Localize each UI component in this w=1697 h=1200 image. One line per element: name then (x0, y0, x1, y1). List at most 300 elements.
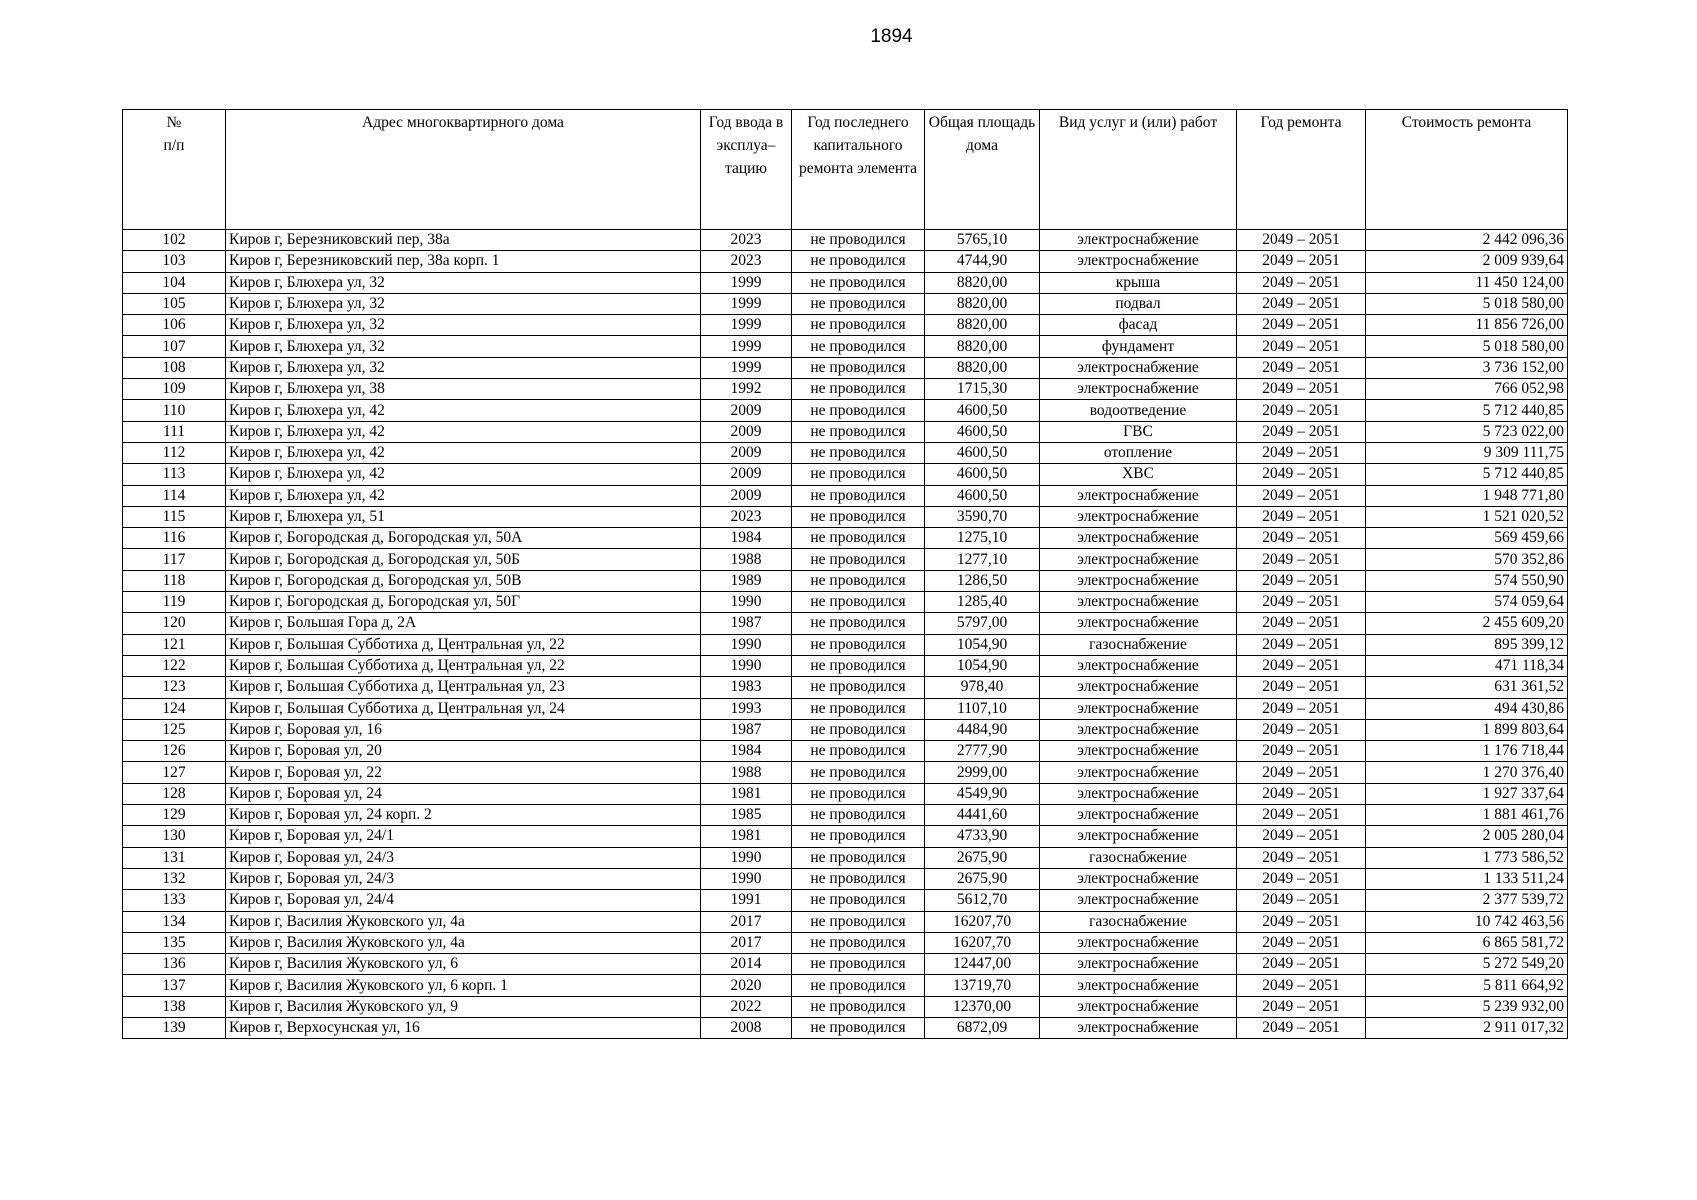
cell-num: 133 (123, 890, 226, 911)
cell-work-type: электроснабжение (1040, 251, 1237, 272)
table-row (123, 975, 1568, 996)
cell-last-repair: не проводился (792, 868, 925, 889)
cell-last-repair: не проводился (792, 230, 925, 251)
cell-last-repair: не проводился (792, 464, 925, 485)
cell-work-type: электроснабжение (1040, 528, 1237, 549)
cell-year-commissioned: 1990 (701, 655, 792, 676)
cell-num: 135 (123, 932, 226, 953)
cell-last-repair: не проводился (792, 954, 925, 975)
cell-num: 106 (123, 315, 226, 336)
table-row (123, 805, 1568, 826)
cell-repair-period: 2049 – 2051 (1237, 315, 1366, 336)
cell-last-repair: не проводился (792, 379, 925, 400)
cell-work-type: электроснабжение (1040, 485, 1237, 506)
cell-cost: 2 911 017,32 (1366, 1017, 1568, 1038)
cell-repair-period: 2049 – 2051 (1237, 911, 1366, 932)
cell-year-commissioned: 2017 (701, 911, 792, 932)
cell-work-type: электроснабжение (1040, 719, 1237, 740)
table-row (123, 315, 1568, 336)
cell-last-repair: не проводился (792, 890, 925, 911)
cell-repair-period: 2049 – 2051 (1237, 847, 1366, 868)
cell-cost: 895 399,12 (1366, 634, 1568, 655)
table-row (123, 996, 1568, 1017)
table-row (123, 613, 1568, 634)
cell-last-repair: не проводился (792, 357, 925, 378)
header-cost: Стоимость ремонта (1366, 110, 1568, 230)
cell-cost: 471 118,34 (1366, 655, 1568, 676)
cell-address: Киров г, Большая Субботиха д, Центральная ул, 22 (226, 655, 701, 676)
cell-repair-period: 2049 – 2051 (1237, 826, 1366, 847)
cell-num: 121 (123, 634, 226, 655)
cell-work-type: электроснабжение (1040, 783, 1237, 804)
table-row (123, 357, 1568, 378)
cell-area: 12447,00 (925, 954, 1040, 975)
cell-num: 111 (123, 421, 226, 442)
table-row (123, 868, 1568, 889)
cell-address: Киров г, Большая Субботиха д, Центральная ул, 22 (226, 634, 701, 655)
cell-year-commissioned: 1990 (701, 868, 792, 889)
cell-year-commissioned: 1991 (701, 890, 792, 911)
table-row (123, 719, 1568, 740)
cell-num: 120 (123, 613, 226, 634)
cell-year-commissioned: 2023 (701, 230, 792, 251)
table-row (123, 272, 1568, 293)
cell-last-repair: не проводился (792, 975, 925, 996)
cell-address: Киров г, Боровая ул, 16 (226, 719, 701, 740)
table-row (123, 379, 1568, 400)
table-row (123, 251, 1568, 272)
cell-last-repair: не проводился (792, 741, 925, 762)
cell-last-repair: не проводился (792, 613, 925, 634)
cell-cost: 11 450 124,00 (1366, 272, 1568, 293)
cell-work-type: электроснабжение (1040, 230, 1237, 251)
cell-year-commissioned: 1988 (701, 549, 792, 570)
cell-address: Киров г, Василия Жуковского ул, 4а (226, 932, 701, 953)
cell-year-commissioned: 2020 (701, 975, 792, 996)
cell-area: 2675,90 (925, 868, 1040, 889)
cell-repair-period: 2049 – 2051 (1237, 230, 1366, 251)
cell-repair-period: 2049 – 2051 (1237, 677, 1366, 698)
cell-repair-period: 2049 – 2051 (1237, 442, 1366, 463)
cell-year-commissioned: 2008 (701, 1017, 792, 1038)
header-num: № п/п (123, 110, 226, 230)
cell-work-type: крыша (1040, 272, 1237, 293)
cell-area: 1715,30 (925, 379, 1040, 400)
cell-cost: 9 309 111,75 (1366, 442, 1568, 463)
cell-year-commissioned: 1987 (701, 613, 792, 634)
cell-work-type: электроснабжение (1040, 570, 1237, 591)
cell-cost: 5 239 932,00 (1366, 996, 1568, 1017)
cell-cost: 5 018 580,00 (1366, 336, 1568, 357)
cell-address: Киров г, Большая Гора д, 2А (226, 613, 701, 634)
cell-address: Киров г, Березниковский пер, 38а корп. 1 (226, 251, 701, 272)
cell-cost: 1 521 020,52 (1366, 506, 1568, 527)
table-row (123, 400, 1568, 421)
cell-last-repair: не проводился (792, 911, 925, 932)
table-row (123, 528, 1568, 549)
cell-num: 114 (123, 485, 226, 506)
cell-year-commissioned: 1981 (701, 826, 792, 847)
cell-repair-period: 2049 – 2051 (1237, 549, 1366, 570)
cell-year-commissioned: 1987 (701, 719, 792, 740)
cell-area: 978,40 (925, 677, 1040, 698)
cell-cost: 5 272 549,20 (1366, 954, 1568, 975)
cell-num: 124 (123, 698, 226, 719)
cell-cost: 494 430,86 (1366, 698, 1568, 719)
cell-cost: 570 352,86 (1366, 549, 1568, 570)
cell-last-repair: не проводился (792, 996, 925, 1017)
cell-cost: 6 865 581,72 (1366, 932, 1568, 953)
cell-last-repair: не проводился (792, 677, 925, 698)
cell-cost: 766 052,98 (1366, 379, 1568, 400)
table-row (123, 464, 1568, 485)
cell-year-commissioned: 1988 (701, 762, 792, 783)
cell-repair-period: 2049 – 2051 (1237, 357, 1366, 378)
cell-work-type: ХВС (1040, 464, 1237, 485)
cell-work-type: электроснабжение (1040, 549, 1237, 570)
cell-cost: 10 742 463,56 (1366, 911, 1568, 932)
table-body (123, 230, 1568, 1039)
cell-address: Киров г, Верхосунская ул, 16 (226, 1017, 701, 1038)
cell-work-type: фасад (1040, 315, 1237, 336)
cell-cost: 569 459,66 (1366, 528, 1568, 549)
cell-area: 4600,50 (925, 400, 1040, 421)
cell-repair-period: 2049 – 2051 (1237, 506, 1366, 527)
cell-address: Киров г, Блюхера ул, 32 (226, 272, 701, 293)
cell-last-repair: не проводился (792, 1017, 925, 1038)
cell-last-repair: не проводился (792, 549, 925, 570)
cell-num: 126 (123, 741, 226, 762)
table-row (123, 421, 1568, 442)
cell-repair-period: 2049 – 2051 (1237, 272, 1366, 293)
cell-repair-period: 2049 – 2051 (1237, 1017, 1366, 1038)
cell-address: Киров г, Василия Жуковского ул, 9 (226, 996, 701, 1017)
cell-year-commissioned: 1989 (701, 570, 792, 591)
header-row (123, 110, 1568, 230)
cell-area: 5612,70 (925, 890, 1040, 911)
cell-area: 1054,90 (925, 655, 1040, 676)
cell-num: 122 (123, 655, 226, 676)
cell-area: 8820,00 (925, 272, 1040, 293)
cell-cost: 2 009 939,64 (1366, 251, 1568, 272)
cell-year-commissioned: 1999 (701, 293, 792, 314)
cell-area: 2675,90 (925, 847, 1040, 868)
header-repair-period: Год ремонта (1237, 110, 1366, 230)
cell-area: 13719,70 (925, 975, 1040, 996)
table-row (123, 890, 1568, 911)
cell-num: 110 (123, 400, 226, 421)
table-header (123, 110, 1568, 230)
cell-repair-period: 2049 – 2051 (1237, 932, 1366, 953)
cell-area: 12370,00 (925, 996, 1040, 1017)
cell-year-commissioned: 2023 (701, 251, 792, 272)
cell-cost: 11 856 726,00 (1366, 315, 1568, 336)
cell-address: Киров г, Боровая ул, 24/3 (226, 847, 701, 868)
cell-work-type: электроснабжение (1040, 762, 1237, 783)
cell-repair-period: 2049 – 2051 (1237, 421, 1366, 442)
cell-work-type: электроснабжение (1040, 506, 1237, 527)
table-row (123, 549, 1568, 570)
cell-area: 16207,70 (925, 911, 1040, 932)
cell-area: 4600,50 (925, 485, 1040, 506)
table-row (123, 847, 1568, 868)
cell-num: 136 (123, 954, 226, 975)
cell-num: 109 (123, 379, 226, 400)
cell-area: 1275,10 (925, 528, 1040, 549)
cell-area: 4600,50 (925, 442, 1040, 463)
cell-cost: 574 550,90 (1366, 570, 1568, 591)
cell-repair-period: 2049 – 2051 (1237, 954, 1366, 975)
cell-repair-period: 2049 – 2051 (1237, 528, 1366, 549)
cell-area: 2777,90 (925, 741, 1040, 762)
cell-area: 8820,00 (925, 293, 1040, 314)
cell-repair-period: 2049 – 2051 (1237, 251, 1366, 272)
table-row (123, 762, 1568, 783)
cell-address: Киров г, Василия Жуковского ул, 6 корп. 1 (226, 975, 701, 996)
cell-area: 4600,50 (925, 421, 1040, 442)
cell-num: 105 (123, 293, 226, 314)
table-row (123, 741, 1568, 762)
cell-address: Киров г, Блюхера ул, 32 (226, 336, 701, 357)
cell-num: 131 (123, 847, 226, 868)
table-row (123, 698, 1568, 719)
cell-area: 8820,00 (925, 336, 1040, 357)
cell-num: 108 (123, 357, 226, 378)
cell-year-commissioned: 1999 (701, 357, 792, 378)
cell-num: 128 (123, 783, 226, 804)
cell-cost: 1 927 337,64 (1366, 783, 1568, 804)
cell-last-repair: не проводился (792, 826, 925, 847)
cell-year-commissioned: 1990 (701, 592, 792, 613)
header-last-repair: Год последнего капитального ремонта элемента (792, 110, 925, 230)
cell-address: Киров г, Василия Жуковского ул, 4а (226, 911, 701, 932)
cell-area: 16207,70 (925, 932, 1040, 953)
cell-work-type: электроснабжение (1040, 698, 1237, 719)
cell-num: 132 (123, 868, 226, 889)
cell-area: 1286,50 (925, 570, 1040, 591)
cell-work-type: электроснабжение (1040, 379, 1237, 400)
cell-area: 8820,00 (925, 315, 1040, 336)
cell-repair-period: 2049 – 2051 (1237, 698, 1366, 719)
cell-address: Киров г, Боровая ул, 20 (226, 741, 701, 762)
cell-cost: 5 811 664,92 (1366, 975, 1568, 996)
cell-area: 2999,00 (925, 762, 1040, 783)
table-row (123, 293, 1568, 314)
cell-year-commissioned: 1984 (701, 741, 792, 762)
cell-work-type: электроснабжение (1040, 932, 1237, 953)
cell-last-repair: не проводился (792, 400, 925, 421)
cell-last-repair: не проводился (792, 805, 925, 826)
cell-last-repair: не проводился (792, 762, 925, 783)
cell-repair-period: 2049 – 2051 (1237, 634, 1366, 655)
cell-work-type: ГВС (1040, 421, 1237, 442)
cell-area: 4441,60 (925, 805, 1040, 826)
cell-last-repair: не проводился (792, 932, 925, 953)
cell-repair-period: 2049 – 2051 (1237, 570, 1366, 591)
cell-year-commissioned: 2014 (701, 954, 792, 975)
cell-address: Киров г, Боровая ул, 24/4 (226, 890, 701, 911)
cell-work-type: газоснабжение (1040, 634, 1237, 655)
cell-last-repair: не проводился (792, 783, 925, 804)
table-row (123, 1017, 1568, 1038)
cell-num: 102 (123, 230, 226, 251)
cell-cost: 5 018 580,00 (1366, 293, 1568, 314)
table-row (123, 954, 1568, 975)
cell-cost: 1 270 376,40 (1366, 762, 1568, 783)
cell-work-type: подвал (1040, 293, 1237, 314)
table-row (123, 442, 1568, 463)
cell-repair-period: 2049 – 2051 (1237, 783, 1366, 804)
cell-repair-period: 2049 – 2051 (1237, 975, 1366, 996)
cell-last-repair: не проводился (792, 847, 925, 868)
cell-work-type: отопление (1040, 442, 1237, 463)
cell-last-repair: не проводился (792, 592, 925, 613)
repair-schedule-table (122, 109, 1568, 1039)
cell-work-type: электроснабжение (1040, 996, 1237, 1017)
cell-address: Киров г, Блюхера ул, 32 (226, 315, 701, 336)
cell-num: 123 (123, 677, 226, 698)
cell-repair-period: 2049 – 2051 (1237, 719, 1366, 740)
cell-work-type: водоотведение (1040, 400, 1237, 421)
cell-work-type: электроснабжение (1040, 677, 1237, 698)
cell-last-repair: не проводился (792, 719, 925, 740)
cell-year-commissioned: 1990 (701, 634, 792, 655)
cell-work-type: электроснабжение (1040, 890, 1237, 911)
cell-area: 1107,10 (925, 698, 1040, 719)
cell-last-repair: не проводился (792, 442, 925, 463)
cell-num: 104 (123, 272, 226, 293)
cell-year-commissioned: 1999 (701, 315, 792, 336)
cell-year-commissioned: 1999 (701, 336, 792, 357)
cell-num: 130 (123, 826, 226, 847)
cell-year-commissioned: 2009 (701, 464, 792, 485)
cell-work-type: электроснабжение (1040, 805, 1237, 826)
header-work-type: Вид услуг и (или) работ (1040, 110, 1237, 230)
cell-last-repair: не проводился (792, 570, 925, 591)
cell-address: Киров г, Блюхера ул, 42 (226, 400, 701, 421)
cell-work-type: электроснабжение (1040, 954, 1237, 975)
cell-year-commissioned: 1984 (701, 528, 792, 549)
cell-area: 4733,90 (925, 826, 1040, 847)
table-row (123, 826, 1568, 847)
cell-cost: 574 059,64 (1366, 592, 1568, 613)
cell-address: Киров г, Березниковский пер, 38а (226, 230, 701, 251)
cell-cost: 5 712 440,85 (1366, 464, 1568, 485)
cell-address: Киров г, Богородская д, Богородская ул, 50А (226, 528, 701, 549)
table-row (123, 677, 1568, 698)
cell-address: Киров г, Боровая ул, 24/3 (226, 868, 701, 889)
page-number: 1894 (870, 26, 913, 47)
cell-num: 115 (123, 506, 226, 527)
header-area: Общая площадь дома (925, 110, 1040, 230)
cell-cost: 2 442 096,36 (1366, 230, 1568, 251)
cell-repair-period: 2049 – 2051 (1237, 485, 1366, 506)
table-row (123, 336, 1568, 357)
cell-address: Киров г, Богородская д, Богородская ул, 50В (226, 570, 701, 591)
table-row (123, 592, 1568, 613)
cell-address: Киров г, Блюхера ул, 42 (226, 464, 701, 485)
cell-work-type: электроснабжение (1040, 826, 1237, 847)
table-row (123, 570, 1568, 591)
cell-last-repair: не проводился (792, 698, 925, 719)
cell-area: 8820,00 (925, 357, 1040, 378)
cell-num: 129 (123, 805, 226, 826)
cell-cost: 1 881 461,76 (1366, 805, 1568, 826)
cell-address: Киров г, Василия Жуковского ул, 6 (226, 954, 701, 975)
cell-cost: 3 736 152,00 (1366, 357, 1568, 378)
cell-num: 139 (123, 1017, 226, 1038)
cell-repair-period: 2049 – 2051 (1237, 890, 1366, 911)
cell-repair-period: 2049 – 2051 (1237, 868, 1366, 889)
table-row (123, 655, 1568, 676)
table-row (123, 506, 1568, 527)
cell-address: Киров г, Блюхера ул, 32 (226, 357, 701, 378)
cell-work-type: электроснабжение (1040, 1017, 1237, 1038)
cell-address: Киров г, Блюхера ул, 42 (226, 442, 701, 463)
cell-address: Киров г, Блюхера ул, 38 (226, 379, 701, 400)
cell-area: 4484,90 (925, 719, 1040, 740)
table-row (123, 634, 1568, 655)
table-row (123, 932, 1568, 953)
cell-num: 127 (123, 762, 226, 783)
cell-last-repair: не проводился (792, 336, 925, 357)
cell-year-commissioned: 2022 (701, 996, 792, 1017)
cell-num: 134 (123, 911, 226, 932)
cell-year-commissioned: 1993 (701, 698, 792, 719)
cell-year-commissioned: 2009 (701, 400, 792, 421)
cell-work-type: электроснабжение (1040, 613, 1237, 634)
cell-year-commissioned: 2023 (701, 506, 792, 527)
cell-work-type: электроснабжение (1040, 592, 1237, 613)
cell-last-repair: не проводился (792, 421, 925, 442)
cell-area: 4744,90 (925, 251, 1040, 272)
cell-area: 5765,10 (925, 230, 1040, 251)
cell-area: 4600,50 (925, 464, 1040, 485)
cell-address: Киров г, Богородская д, Богородская ул, 50Г (226, 592, 701, 613)
cell-address: Киров г, Богородская д, Богородская ул, 50Б (226, 549, 701, 570)
cell-area: 1054,90 (925, 634, 1040, 655)
cell-num: 117 (123, 549, 226, 570)
cell-last-repair: не проводился (792, 485, 925, 506)
cell-repair-period: 2049 – 2051 (1237, 336, 1366, 357)
cell-work-type: электроснабжение (1040, 655, 1237, 676)
cell-address: Киров г, Блюхера ул, 51 (226, 506, 701, 527)
cell-address: Киров г, Боровая ул, 22 (226, 762, 701, 783)
cell-num: 119 (123, 592, 226, 613)
cell-year-commissioned: 1985 (701, 805, 792, 826)
cell-work-type: газоснабжение (1040, 847, 1237, 868)
cell-repair-period: 2049 – 2051 (1237, 613, 1366, 634)
cell-work-type: электроснабжение (1040, 868, 1237, 889)
cell-address: Киров г, Боровая ул, 24 корп. 2 (226, 805, 701, 826)
table-row (123, 230, 1568, 251)
cell-last-repair: не проводился (792, 251, 925, 272)
cell-area: 1285,40 (925, 592, 1040, 613)
cell-cost: 5 723 022,00 (1366, 421, 1568, 442)
cell-repair-period: 2049 – 2051 (1237, 592, 1366, 613)
cell-work-type: электроснабжение (1040, 741, 1237, 762)
header-year-commissioned: Год ввода в эксплуа– тацию (701, 110, 792, 230)
header-address: Адрес многоквартирного дома (226, 110, 701, 230)
cell-area: 4549,90 (925, 783, 1040, 804)
cell-year-commissioned: 1992 (701, 379, 792, 400)
cell-cost: 1 773 586,52 (1366, 847, 1568, 868)
cell-last-repair: не проводился (792, 634, 925, 655)
cell-cost: 1 899 803,64 (1366, 719, 1568, 740)
cell-work-type: электроснабжение (1040, 975, 1237, 996)
table-row (123, 485, 1568, 506)
cell-year-commissioned: 2009 (701, 485, 792, 506)
